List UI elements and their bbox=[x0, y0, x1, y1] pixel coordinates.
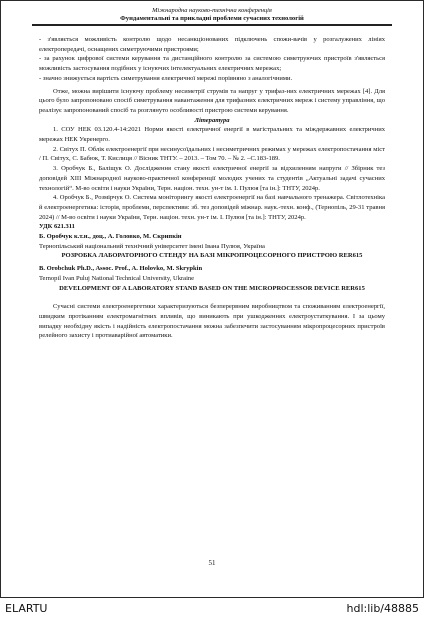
reference-item: 1. СОУ НЕК 03.120.4-14:2021 Норми якості електричної енергії в магістральних та міждержавних електричних мережах НЕК Укренерго. bbox=[39, 126, 385, 144]
header-conference-name: Міжнародна науково-технічна конференція bbox=[152, 7, 272, 14]
article-body-paragraph: Сучасні системи електроенергетики характеризуються безперервним виробництвом та споживанням електроенергії, швидким протіканням електромагнітних впливів, що виникають при ушкодженнях електроустаткування. І за цьому випадку необхідну якість і надійність електропостачання можна забезпечити застосуванням мікропроцесорних пристроїв релейного захисту і протиаварійної автоматики. bbox=[39, 303, 385, 340]
bullet-item: - значно знижується вартість симетрування електричної мережі порівняно з аналогічними. bbox=[39, 74, 293, 82]
running-header bbox=[32, 7, 392, 26]
authors-en: B. Orobchuk Ph.D., Assoc. Prof., A. Holovko, M. Skrypkin bbox=[39, 265, 203, 273]
affiliation-ua: Тернопільський національний технічний університет імені Івана Пулюя, Україна bbox=[39, 242, 265, 250]
header-conference-title: Фундаментальні та прикладні проблеми сучасних технологій bbox=[120, 15, 304, 22]
references-heading: Література bbox=[194, 116, 230, 124]
article-title-ua: РОЗРОБКА ЛАБОРАТОРНОГО СТЕНДУ НА БАЗІ МІКРОПРОЦЕСОРНОГО ПРИСТРОЮ RER615 bbox=[61, 252, 363, 260]
article-title-en: DEVELOPMENT OF A LABORATORY STAND BASED ON THE MICROPROCESSOR DEVICE RER615 bbox=[59, 284, 365, 292]
page-content bbox=[39, 35, 385, 341]
reference-item: 4. Оробчук Б., Розмірчук О. Система моніторингу якості електроенергії на базі навчального тренажера. Світлотехніка й електроенергетика: історія, проблеми, перспективи: зб. тез доповідей міжнар. наук.-техн. конф., (Тернопіль, 29-31 травня 2024) // М-во освіти і науки України, Терн. націон. техн. ун-т ім. І. Пулюя [та ін.]: ТНТУ, 2024р. bbox=[39, 194, 385, 221]
conclusion-paragraph: Отже, можна вирішити існуючу проблему несиметрії струмів та напруг у трифаз-них електричних мережах [4]. Для цього було запропоновано спосіб симетрування навантаження для трифазних електричних мереж і систему управління, що реалізує запропонований спосіб та розглянуто особливості пристрою системи керування. bbox=[39, 87, 385, 114]
authors-ua: Б. Оробчук к.т.н., доц., А. Головко, М. Скрипкін bbox=[39, 233, 182, 241]
udc-code: УДК 621.311 bbox=[39, 223, 75, 231]
handle-id: hdl:lib/48885 bbox=[346, 602, 419, 615]
page-number: 51 bbox=[208, 559, 216, 567]
repository-footer bbox=[0, 599, 424, 620]
affiliation-en: Ternopil Ivan Puluj National Technical University, Ukraine bbox=[39, 274, 195, 282]
bullet-item: - за рахунок цифрової системи керування та дистанційного контролю за системою симетруючих пристроїв з'являється можливість застосування подібних у існуючих інтелектуальних електричних мережах; bbox=[39, 55, 385, 73]
bullet-item: - з'являється можливість контролю щодо несанкціонованих підключень спожи-вачів у розгалужених лініях електропередачі, оснащених симетруючими пристроями; bbox=[39, 36, 385, 53]
reference-item: 2. Світух П. Облік електроенергії при несинусоїдальних і несиметричних режимах у мережах електропостачання міст / П. Світух, С. Бабюк, Т. Кислиця // Вісник ТНТУ. – 2013. – Том 70. – № 2. –С.183-189. bbox=[39, 145, 385, 163]
reference-item: 3. Оробчук Б., Баліщук О. Дослідження стану якості електричної енергії за відхиленням напруги // Збірник тез доповідей XIII Міжнародної науково-практичної конференції молодих учених та студентів „Актуальні задачі сучасних технологій“. М-во освіти і науки України, Терн. націон. техн. ун-т ім. І. Пулюя [та ін.]: ТНТУ, 2024р. bbox=[39, 165, 385, 192]
repository-name: ELARTU bbox=[5, 602, 48, 615]
